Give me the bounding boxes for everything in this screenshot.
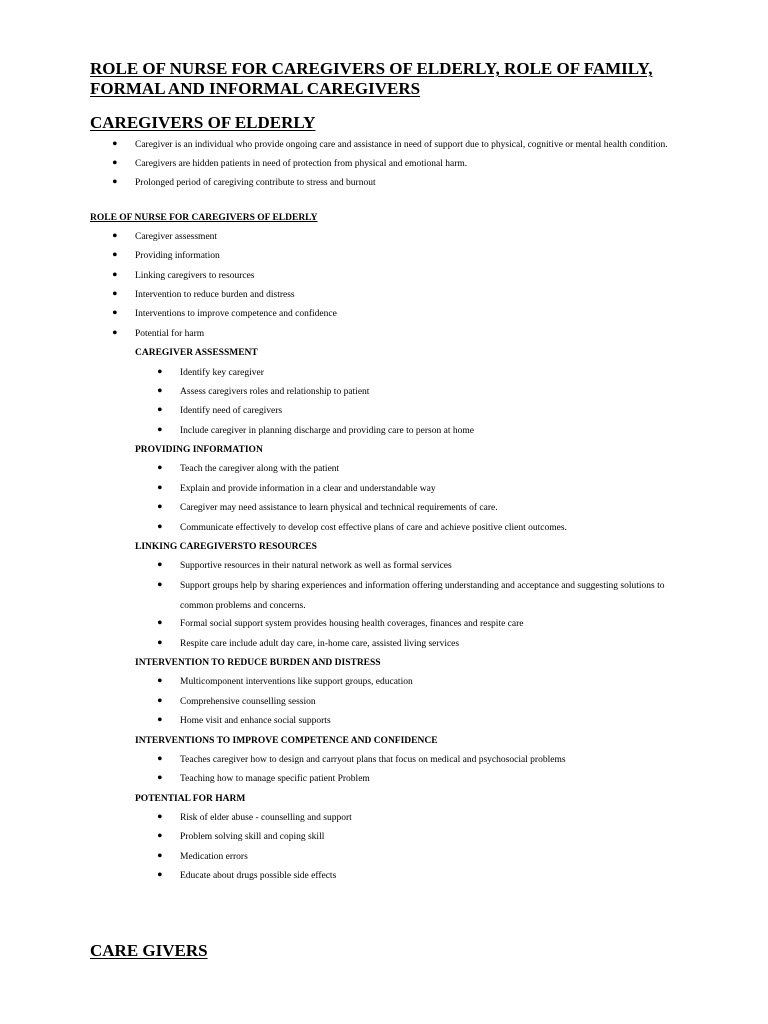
bullet: • <box>157 828 163 845</box>
bullet: • <box>112 325 118 342</box>
list-item: Caregiver assessment <box>135 232 218 242</box>
document-title-line-1: ROLE OF NURSE FOR CAREGIVERS OF ELDERLY, ROLE OF FAMILY, <box>90 59 653 78</box>
bullet: • <box>112 174 118 191</box>
list-item: Communicate effectively to develop cost effective plans of care and achieve positive client outcomes. <box>180 523 567 533</box>
bullet: • <box>157 519 163 536</box>
bullet: • <box>112 305 118 322</box>
bullet: • <box>157 712 163 729</box>
bullet: • <box>112 286 118 303</box>
bullet: • <box>157 499 163 516</box>
list-item: Caregivers are hidden patients in need of protection from physical and emotional harm. <box>135 159 468 169</box>
care-givers-heading: CARE GIVERS <box>90 941 208 960</box>
list-item: Teach the caregiver along with the patient <box>180 464 340 474</box>
list-item: Include caregiver in planning discharge and providing care to person at home <box>180 426 474 436</box>
bullet: • <box>157 635 163 652</box>
bullet: • <box>157 577 163 594</box>
bullet: • <box>157 460 163 477</box>
bullet: • <box>157 480 163 497</box>
bullet: • <box>157 770 163 787</box>
list-item: Assess caregivers roles and relationship to patient <box>180 387 370 397</box>
list-item: Multicomponent interventions like support groups, education <box>180 677 413 687</box>
list-item: Supportive resources in their natural network as well as formal services <box>180 561 452 571</box>
list-item: Identify need of caregivers <box>180 406 283 416</box>
bullet: • <box>112 228 118 245</box>
subsection-heading: CAREGIVER ASSESSMENT <box>135 348 258 358</box>
caregivers-heading: CAREGIVERS OF ELDERLY <box>90 113 316 132</box>
subsection-heading: INTERVENTIONS TO IMPROVE COMPETENCE AND CONFIDENCE <box>135 736 438 746</box>
subsection-heading: INTERVENTION TO REDUCE BURDEN AND DISTRESS <box>135 658 381 668</box>
bullet: • <box>112 155 118 172</box>
list-item: Teaching how to manage specific patient Problem <box>180 774 370 784</box>
bullet: • <box>157 809 163 826</box>
subsection-heading: PROVIDING INFORMATION <box>135 445 263 455</box>
bullet: • <box>112 247 118 264</box>
list-item: Support groups help by sharing experiences and information offering understanding and acceptance and suggesting solutions to <box>180 581 665 591</box>
list-item: Teaches caregiver how to design and carryout plans that focus on medical and psychosocial problems <box>180 755 566 765</box>
list-item: Identify key caregiver <box>180 368 264 378</box>
list-item: Educate about drugs possible side effects <box>180 871 337 881</box>
bullet: • <box>157 693 163 710</box>
bullet: • <box>157 751 163 768</box>
list-item: Comprehensive counselling session <box>180 697 316 707</box>
list-item: Interventions to improve competence and confidence <box>135 309 337 319</box>
document-title-line-2: FORMAL AND INFORMAL CAREGIVERS <box>90 79 421 98</box>
list-item: Providing information <box>135 251 220 261</box>
role-heading: ROLE OF NURSE FOR CAREGIVERS OF ELDERLY <box>90 213 318 223</box>
list-item: Linking caregivers to resources <box>135 271 255 281</box>
list-item: Home visit and enhance social supports <box>180 716 331 726</box>
list-item: Prolonged period of caregiving contribute to stress and burnout <box>135 178 376 188</box>
list-item: Respite care include adult day care, in-home care, assisted living services <box>180 639 460 649</box>
list-item: Potential for harm <box>135 329 205 339</box>
bullet: • <box>157 848 163 865</box>
list-item: Caregiver is an individual who provide ongoing care and assistance in need of support due to physical, cognitive or mental health condition. <box>135 140 668 150</box>
bullet: • <box>157 557 163 574</box>
bullet: • <box>157 673 163 690</box>
list-item: Risk of elder abuse - counselling and support <box>180 813 352 823</box>
bullet: • <box>157 615 163 632</box>
bullet: • <box>157 383 163 400</box>
bullet: • <box>157 364 163 381</box>
subsection-heading: LINKING CAREGIVERSTO RESOURCES <box>135 542 317 552</box>
list-item-continuation: common problems and concerns. <box>180 601 306 611</box>
list-item: Formal social support system provides housing health coverages, finances and respite care <box>180 619 524 629</box>
list-item: Problem solving skill and coping skill <box>180 832 325 842</box>
bullet: • <box>157 422 163 439</box>
bullet: • <box>112 267 118 284</box>
subsection-heading: POTENTIAL FOR HARM <box>135 794 246 804</box>
list-item: Caregiver may need assistance to learn physical and technical requirements of care. <box>180 503 498 513</box>
bullet: • <box>112 136 118 153</box>
list-item: Explain and provide information in a clear and understandable way <box>180 484 436 494</box>
list-item: Intervention to reduce burden and distress <box>135 290 295 300</box>
bullet: • <box>157 867 163 884</box>
list-item: Medication errors <box>180 852 248 862</box>
bullet: • <box>157 402 163 419</box>
